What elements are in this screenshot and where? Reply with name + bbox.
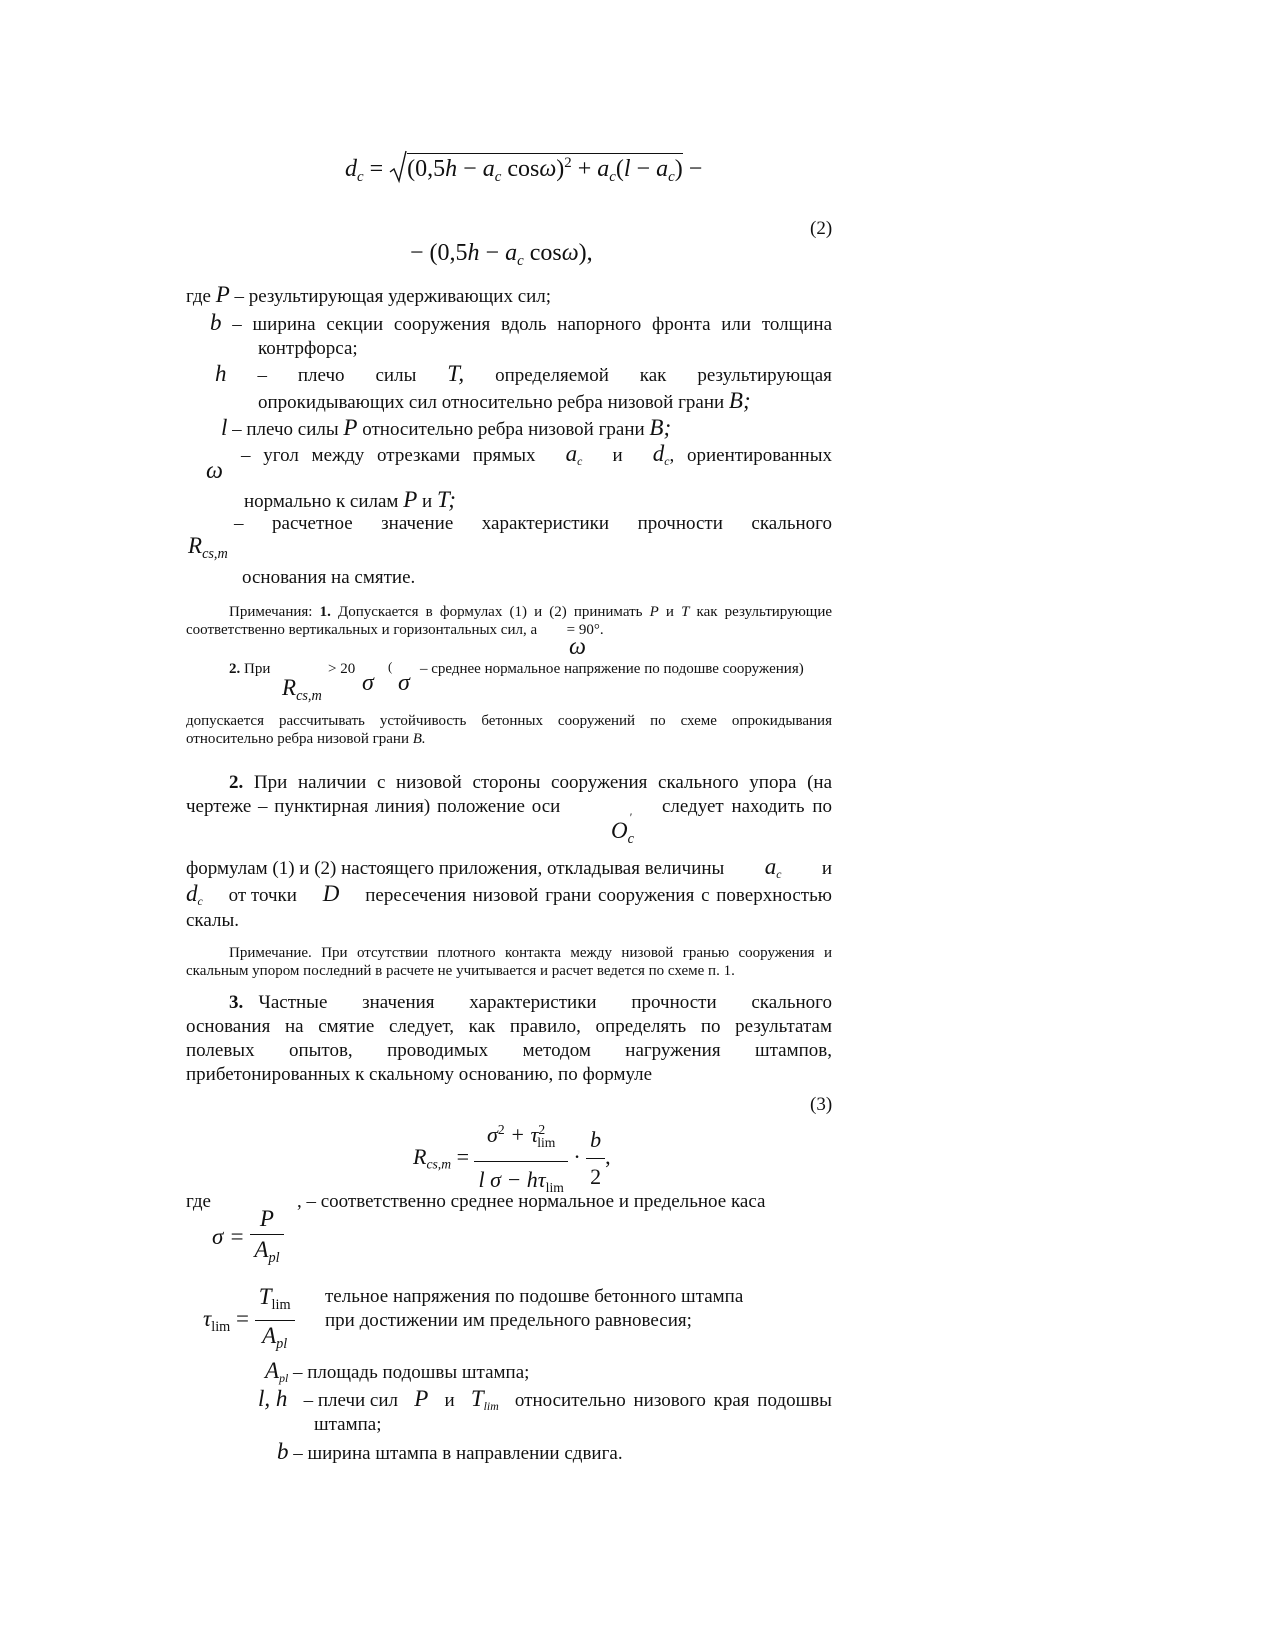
formula-3-number: (3) — [810, 1094, 833, 1115]
section-number: 3. — [229, 992, 244, 1013]
legend-lh-text-2: штампа; — [314, 1414, 382, 1435]
symbol-sigma: σ — [362, 670, 374, 696]
note-line-1: Примечание. При отсутствии плотного контакта между низовой гранью сооружения и — [229, 945, 832, 961]
subscript-cs-m: cs,m — [202, 545, 228, 562]
symbol-omega: ω — [569, 634, 586, 660]
symbol-b-upper: B; — [649, 415, 672, 440]
symbol-r: R — [188, 533, 203, 558]
section-2-text-4a: от точки — [228, 885, 297, 906]
symbol-h: h — [215, 361, 227, 386]
tau-fraction — [255, 1282, 295, 1359]
subscript-pl: pl — [268, 1249, 280, 1266]
subscript-c: c — [577, 455, 583, 469]
symbol-t: T; — [436, 487, 456, 512]
symbol-l: l — [221, 415, 228, 440]
legend-tau-text-1: тельное напряжения по подошве бетонного штампа — [325, 1286, 744, 1307]
legend-l-text-b: относительно ребра низовой грани — [362, 419, 645, 440]
formula-3-numerator: $\sigma^2 + \tau^2_{lim}$ — [474, 1112, 567, 1162]
note-1-text-2: соответственно вертикальных и горизонтальных сил, а — [186, 622, 538, 638]
legend-h-word: плечо — [297, 365, 345, 386]
section-2-text-2b: следует находить по — [661, 796, 832, 817]
legend-b-line-1 — [210, 311, 832, 337]
note-2-text-3: относительно ребра низовой грани — [186, 731, 409, 747]
legend-b2-text: – ширина штампа в направлении сдвига. — [293, 1443, 623, 1464]
symbol-tau: τ — [203, 1305, 212, 1331]
section-2-line-1 — [229, 771, 832, 795]
symbol-b-upper: B. — [412, 731, 426, 747]
section-2-line-4 — [186, 882, 832, 914]
legend-r-text-2: основания на смятие. — [242, 567, 416, 588]
legend-h-line-1 — [215, 362, 832, 388]
legend-p — [186, 283, 551, 309]
symbol-o: O — [611, 818, 628, 843]
legend-omega-line-1 — [241, 442, 832, 474]
symbol-l-h: l, h — [258, 1386, 288, 1411]
legend-omega-and: и — [612, 445, 623, 466]
symbol-t: T — [258, 1284, 272, 1309]
section-3-text-3: полевых опытов, проводимых методом нагружения штампов, — [186, 1040, 832, 1061]
legend-b-text-1: – ширина секции сооружения вдоль напорного фронта или толщина — [232, 314, 833, 335]
note-1-line-1 — [229, 603, 832, 621]
note-2-line-3 — [186, 730, 426, 748]
section-3-line-1 — [229, 991, 832, 1015]
prime-mark: ' — [629, 810, 632, 824]
symbol-tau: + τ — [510, 1122, 539, 1148]
legend-r-text-1: – расчетное значение характеристики прочности скального — [234, 513, 832, 534]
symbol-p: P — [649, 604, 659, 620]
note-2-line-2: допускается рассчитывать устойчивость бетонных сооружений по схеме опрокидывания — [186, 713, 832, 729]
symbol-b: b — [277, 1439, 289, 1464]
symbol-r-cs-m — [282, 675, 322, 705]
section-3-text-4: прибетонированных к скальному основанию, по формуле — [186, 1064, 653, 1085]
note-2-gt: > 20 — [328, 661, 356, 677]
legend-p-text: – результирующая удерживающих сил; — [234, 286, 552, 307]
symbol-p: P — [250, 1204, 283, 1235]
legend-omega-and: и — [422, 491, 433, 512]
note-number: 2. — [229, 661, 241, 677]
legend-h-word: как — [639, 365, 667, 386]
legend-h-word: определяемой — [495, 365, 609, 386]
legend-b-text-2: контрфорса; — [258, 338, 358, 359]
section-2-text-3: формулам (1) и (2) настоящего приложения, откладывая величины — [186, 858, 725, 879]
legend-omega-text-2: нормально к силам — [244, 491, 399, 512]
symbol-p: P — [215, 282, 230, 307]
symbol-a: a — [764, 854, 777, 879]
legend-omega-line-2 — [244, 488, 456, 514]
legend-h-dash: – — [257, 365, 267, 386]
legend-h-text-2: опрокидывающих сил относительно ребра низовой грани — [258, 392, 725, 413]
legend-h-line-2 — [258, 389, 751, 415]
note-2-text-a: При — [244, 661, 271, 677]
subscript-lim: lim — [211, 1318, 231, 1335]
note-1-text: Допускается в формулах (1) и (2) принимать — [337, 604, 643, 620]
legend-lh-text-b: относительно низового края подошвы — [514, 1390, 832, 1411]
sigma-fraction — [250, 1204, 283, 1273]
symbol-d: d — [652, 441, 665, 466]
note-1-eq: = 90°. — [566, 622, 604, 638]
subscript-c: c — [776, 868, 782, 882]
section-2-text-4b: пересечения низовой грани сооружения с поверхностью — [365, 885, 832, 906]
subscript-cs-m: cs,m — [296, 687, 322, 704]
note-1-line-2 — [186, 621, 604, 639]
symbol-a: a — [565, 441, 578, 466]
legend-l-text-a: – плечо силы — [232, 419, 339, 440]
note-label: Примечания: — [229, 604, 313, 620]
formula-3-comma: , — [605, 1143, 611, 1169]
note-2-line-1a — [229, 660, 270, 678]
subscript-c: c — [627, 830, 634, 847]
legend-sigma-text: , – соответственно среднее нормальное и предельное каса — [297, 1191, 766, 1212]
section-2-and: и — [821, 858, 832, 879]
formula-2-line-2: − ($0,5h - a_c$ cosω), — [410, 240, 593, 270]
legend-intro: где — [186, 1191, 211, 1212]
legend-omega-text-b: , ориентированных — [669, 445, 832, 466]
subscript-lim: lim — [271, 1296, 291, 1313]
subscript-pl: pl — [276, 1335, 288, 1352]
section-2-text-5: скалы. — [186, 910, 239, 931]
symbol-a: A — [265, 1358, 280, 1383]
symbol-a: A — [254, 1237, 269, 1262]
section-number: 2. — [229, 772, 244, 793]
formula-3-body: $R_{cs,m}$ = $\frac{\sigma^2 + \tau^2_{lim}}{l \sigma - h\tau_{lim}}$ · $\frac{b}{2}$ , — [413, 1112, 611, 1206]
symbol-b-upper: B; — [728, 388, 751, 413]
legend-lh-text-a: – плечи сил — [303, 1390, 399, 1411]
subscript-c: c — [197, 895, 203, 909]
symbol-r: R — [413, 1143, 427, 1169]
legend-tau-text-2: при достижении им предельного равновесия; — [325, 1310, 692, 1331]
legend-lh-and: и — [444, 1390, 455, 1411]
formula-2-line-1: $d_c = (0,5h - a_c$ $\cos\omega)^2 + a_c(l - a_c)$ − — [345, 150, 702, 186]
section-2-line-2 — [186, 795, 832, 819]
legend-l — [221, 416, 671, 442]
note-1-and: и — [665, 604, 674, 620]
symbol-b: b — [586, 1122, 605, 1159]
legend-b2 — [277, 1440, 623, 1466]
note-2-paren: ( — [388, 659, 393, 674]
section-3-text-1: Частные значения характеристики прочности скального — [258, 992, 832, 1013]
symbol-t: T, — [447, 361, 465, 386]
symbol-o-c-prime — [611, 810, 634, 848]
symbol-sigma: σ — [398, 670, 410, 696]
sqrt-sign-icon — [389, 150, 407, 184]
tau-definition: $\tau_{lim}$ = $\frac{T_{lim}}{A_{pl}}$ — [203, 1282, 295, 1359]
symbol-p: P — [414, 1386, 429, 1411]
denominator-text: l σ − hτ — [478, 1166, 546, 1192]
symbol-p: P — [343, 415, 358, 440]
section-2-text-1: При наличии с низовой стороны сооружения скального упора (на — [253, 772, 833, 793]
legend-apl-text: – площадь подошвы штампа; — [292, 1362, 530, 1383]
subscript-c: c — [664, 455, 670, 469]
symbol-sigma: σ — [486, 1122, 498, 1148]
symbol-b: b — [210, 310, 222, 335]
number-two: 2 — [590, 1164, 602, 1190]
legend-h-word: силы — [375, 365, 417, 386]
subscript-pl: pl — [279, 1372, 289, 1386]
section-2-text-2a: чертеже – пунктирная линия) положение оси — [186, 796, 561, 817]
symbol-t: T — [681, 604, 690, 620]
symbol-r-cs-m — [188, 533, 228, 563]
symbol-d-upper: D — [322, 881, 340, 906]
subscript-lim: lim — [545, 1179, 564, 1195]
formula-3-b-fraction — [586, 1122, 605, 1195]
symbol-r: R — [282, 675, 297, 700]
note-number: 1. — [319, 604, 331, 620]
note-line-2: скальным упором последний в расчете не учитывается и расчет ведется по схеме п. 1. — [186, 963, 735, 979]
note-1-text-c: как результирующие — [696, 604, 833, 620]
sigma-definition — [212, 1204, 284, 1273]
symbol-t: T — [470, 1386, 484, 1411]
note-2-text-b: – среднее нормальное напряжение по подошве сооружения) — [420, 661, 804, 677]
symbol-sigma: σ = — [212, 1223, 245, 1249]
symbol-p: P — [403, 487, 418, 512]
symbol-d: d — [186, 881, 198, 906]
formula-2-number: (2) — [810, 218, 833, 239]
subscript-cs-m: cs,m — [426, 1156, 452, 1172]
legend-h-word: результирующая — [697, 365, 832, 386]
subscript-lim: lim — [483, 1400, 499, 1414]
legend-omega-text-a: – угол между отрезками прямых — [241, 445, 536, 466]
legend-intro: где — [186, 286, 211, 307]
symbol-a: A — [262, 1322, 277, 1348]
section-3-text-2: основания на смятие следует, как правило, определять по результатам — [186, 1016, 832, 1037]
symbol-omega: ω — [206, 458, 223, 484]
subscript-lim: lim — [537, 1134, 556, 1150]
